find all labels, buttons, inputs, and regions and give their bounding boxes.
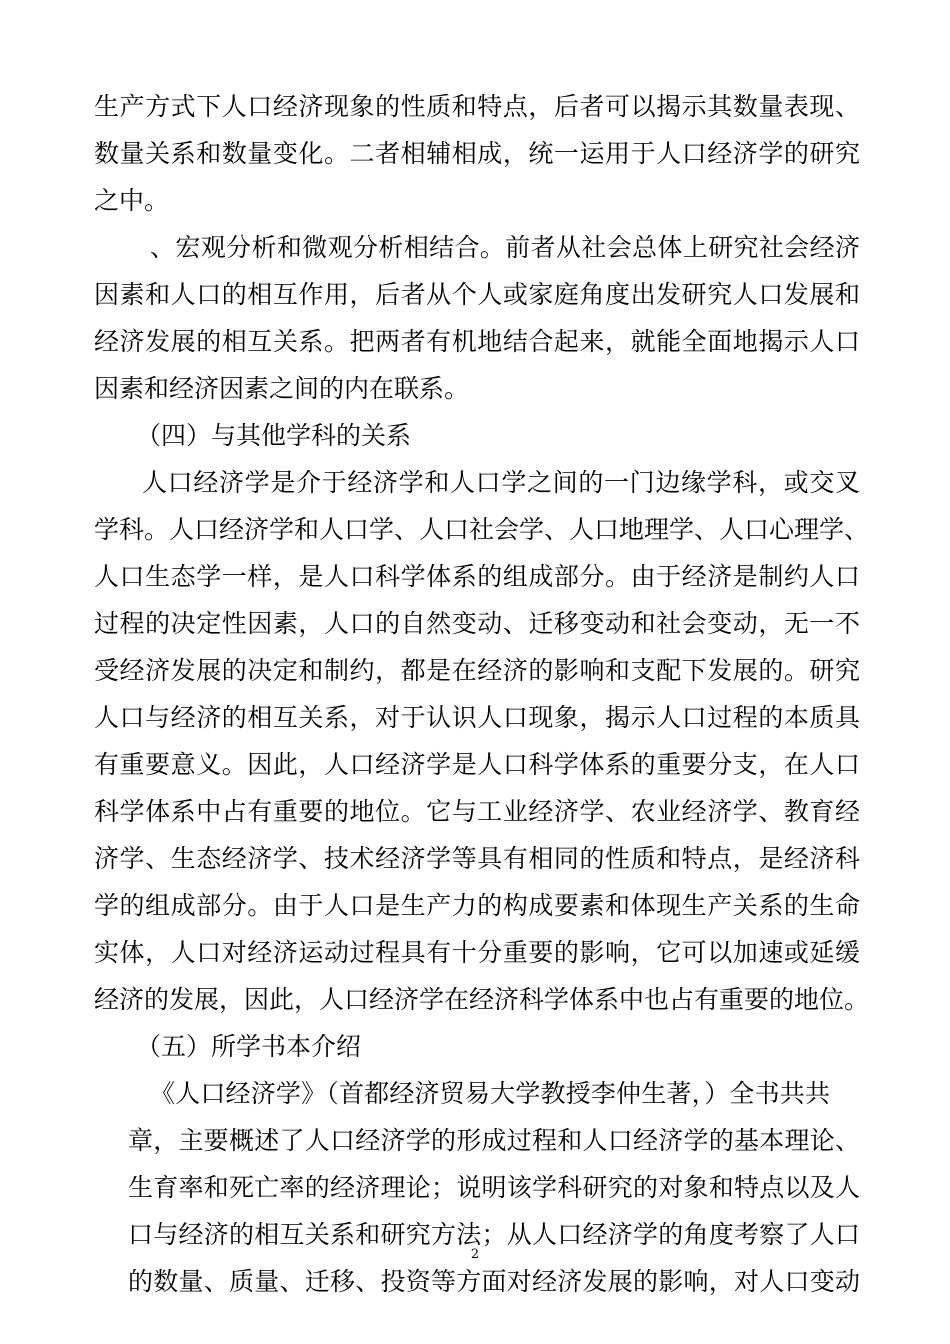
paragraph-4-line-1: 《人口经济学》（首都经济贸易大学教授李仲生著，）全书共共 [150,1079,830,1108]
paragraph-3-line-12: 经济的发展，因此，人口经济学在经济科学体系中也占有重要的地位。 [94,985,870,1014]
paragraph-1-line-3: 之中。 [94,186,170,215]
paragraph-1-line-1: 生产方式下人口经济现象的性质和特点，后者可以揭示其数量表现、 [94,92,860,121]
paragraph-3-line-9: 济学、生态经济学、技术经济学等具有相同的性质和特点，是经济科 [94,844,860,873]
paragraph-3-line-1: 人口经济学是介于经济学和人口学之间的一门边缘学科，或交叉 [142,468,860,497]
paragraph-2-line-4: 因素和经济因素之间的内在联系。 [94,374,470,403]
paragraph-1-line-2: 数量关系和数量变化。二者相辅相成，统一运用于人口经济学的研究 [94,139,860,168]
paragraph-4-line-5: 的数量、质量、迁移、投资等方面对经济发展的影响，对人口变动 [128,1267,860,1296]
paragraph-3-line-3: 人口生态学一样，是人口科学体系的组成部分。由于经济是制约人口 [94,562,860,591]
paragraph-3-line-11: 实体，人口对经济运动过程具有十分重要的影响，它可以加速或延缓 [94,938,860,967]
paragraph-3-line-2: 学科。人口经济学和人口学、人口社会学、人口地理学、人口心理学、 [94,515,870,544]
paragraph-3-line-6: 人口与经济的相互关系，对于认识人口现象，揭示人口过程的本质具 [94,703,860,732]
paragraph-3-line-7: 有重要意义。因此，人口经济学是人口科学体系的重要分支，在人口 [94,750,860,779]
paragraph-4-line-4: 口与经济的相互关系和研究方法；从人口经济学的角度考察了人口 [128,1220,860,1249]
paragraph-3-line-5: 受经济发展的决定和制约，都是在经济的影响和支配下发展的。研究 [94,656,860,685]
paragraph-4-line-3: 生育率和死亡率的经济理论；说明该学科研究的对象和特点以及人 [128,1173,860,1202]
paragraph-2-line-3: 经济发展的相互关系。把两者有机地结合起来，就能全面地揭示人口 [94,327,860,356]
paragraph-2-line-2: 因素和人口的相互作用，后者从个人或家庭角度出发研究人口发展和 [94,280,860,309]
section-heading-four: （四）与其他学科的关系 [136,421,412,450]
paragraph-3-line-10: 学的组成部分。由于人口是生产力的构成要素和体现生产关系的生命 [94,891,860,920]
paragraph-4-line-2: 章，主要概述了人口经济学的形成过程和人口经济学的基本理论、 [128,1126,860,1155]
paragraph-2-line-1: 、宏观分析和微观分析相结合。前者从社会总体上研究社会经济 [150,233,860,262]
section-heading-five: （五）所学书本介绍 [136,1032,362,1061]
paragraph-3-line-4: 过程的决定性因素，人口的自然变动、迁移变动和社会变动，无一不 [94,609,860,638]
paragraph-3-line-8: 科学体系中占有重要的地位。它与工业经济学、农业经济学、教育经 [94,797,860,826]
page-number: 2 [470,1247,480,1262]
